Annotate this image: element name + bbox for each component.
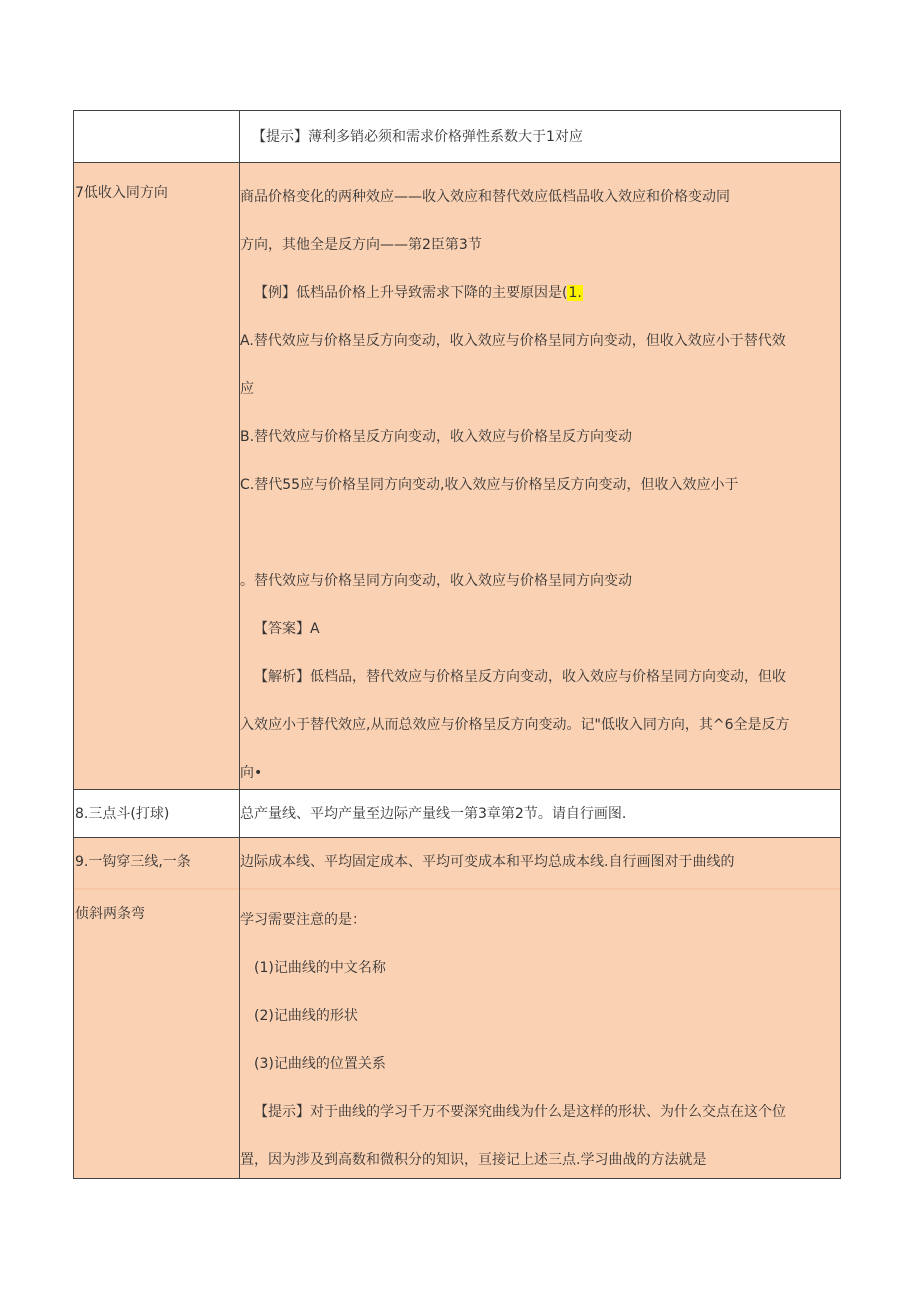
table-row-8 [74, 790, 841, 838]
table-row-tip [74, 111, 841, 163]
row7-line-1: 商品价格变化的两种效应——收入效应和替代效应低档品收入效应和价格变动同 [240, 189, 730, 205]
row7-line-2: 方向，其他全是反方向——第2臣第3节 [240, 237, 482, 253]
row7-option-c: C.替代55应与价格呈同方向变动,收入效应与价格呈反方向变动，但收入效应小于 [240, 477, 739, 493]
row9-point-3: (3)记曲线的位置关系 [254, 1056, 386, 1072]
row7-option-d: 。替代效应与价格呈同方向变动，收入效应与价格呈同方向变动 [240, 573, 632, 589]
row7-option-b: B.替代效应与价格呈反方向变动，收入效应与价格呈反方向变动 [240, 429, 633, 445]
notes-table [73, 110, 841, 1179]
row9-label-1: 9.一钩穿三线,一条 [75, 854, 191, 870]
row7-analysis-3: 向• [240, 765, 263, 781]
row8-label: 8.三点斗(打球) [75, 806, 170, 822]
row7-content-cell [240, 163, 841, 789]
row-tip-label-cell [74, 111, 240, 162]
row8-label-cell [74, 790, 240, 837]
row7-option-a-cont: 应 [240, 381, 254, 397]
row9-point-2: (2)记曲线的形状 [254, 1008, 358, 1024]
row9-divider [74, 888, 239, 890]
row8-content-cell [240, 790, 841, 837]
row7-label: 7低收入同方向 [75, 185, 168, 201]
row9-tip-1: 【提示】对于曲线的学习千万不要深究曲线为什么是这样的形状、为什么交点在这个位 [254, 1104, 786, 1120]
row7-option-a: A.替代效应与价格呈反方向变动，收入效应与价格呈同方向变动，但收入效应小于替代效 [240, 333, 786, 349]
row7-label-cell [74, 163, 240, 789]
row9-content-divider [240, 888, 840, 890]
row9-tip-2: 置，因为涉及到高数和微积分的知识，亘接记上述三点.学习曲战的方法就是 [240, 1152, 707, 1168]
row9-content-cell [240, 838, 841, 1178]
highlight-mark: 1. [568, 285, 582, 301]
row7-analysis-1: 【解析】低档品，替代效应与价格呈反方向变动，收入效应与价格呈同方向变动，但收 [254, 669, 786, 685]
row8-text: 总产量线、平均产量至边际产量线一第3章第2节。请自行画图. [240, 806, 627, 822]
row7-answer: 【答案】A [254, 621, 320, 637]
row-tip-content-cell [240, 111, 841, 162]
row9-line-2: 学习需要注意的是： [240, 912, 366, 928]
row9-line-1: 边际成本线、平均固定成本、平均可变成本和平均总成本线.自行画图对于曲线的 [240, 854, 735, 870]
table-row-7 [74, 163, 841, 790]
table-row-9 [74, 838, 841, 1179]
tip-text: 【提示】薄利多销必须和需求价格弹性系数大于1对应 [252, 129, 583, 145]
row7-example-text: 【例】低档品价格上升导致需求下降的主要原因是( [254, 285, 568, 301]
row7-analysis-2: 入效应小于替代效应,从而总效应与价格呈反方向变动。记"低收入同方向，其^6全是反方 [240, 717, 790, 733]
row7-example-line [254, 283, 583, 303]
row9-point-1: (1)记曲线的中文名称 [254, 960, 386, 976]
row9-label-2: 侦斜两条弯 [75, 906, 145, 922]
row9-label-cell [74, 838, 240, 1178]
